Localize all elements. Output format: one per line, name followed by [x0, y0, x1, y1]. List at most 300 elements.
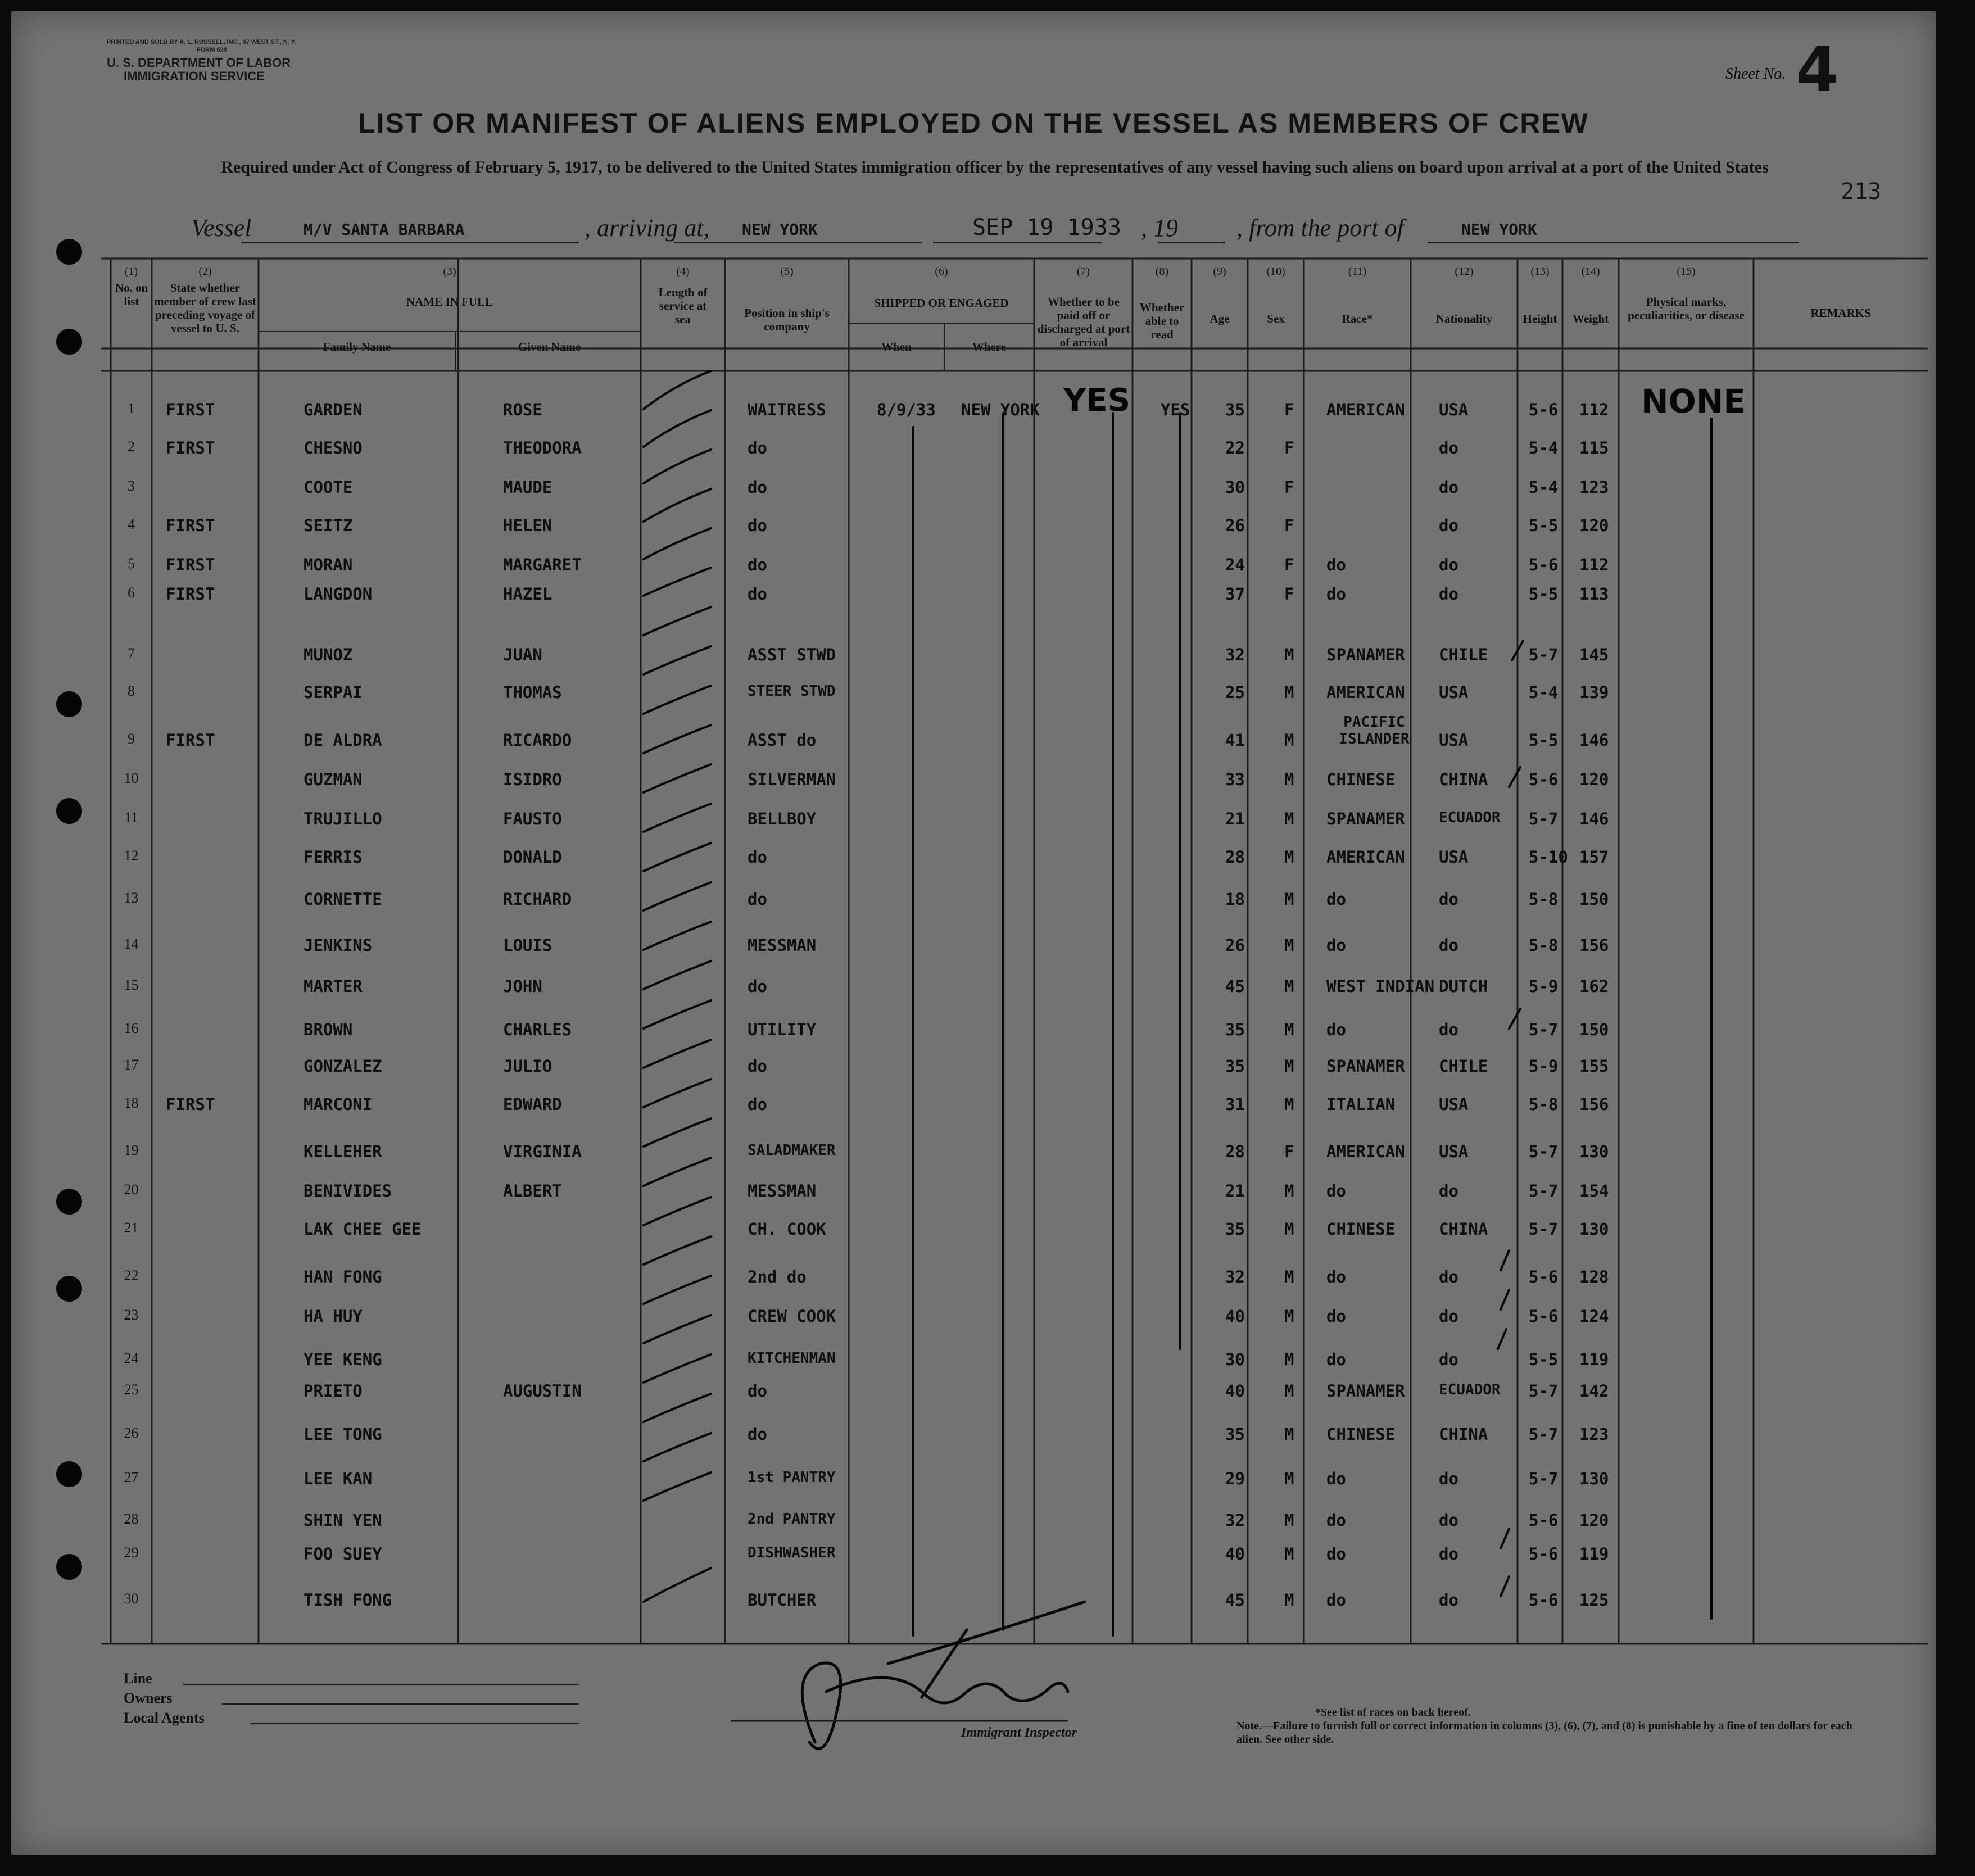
height-cell: 5-7	[1529, 1142, 1559, 1161]
family-name-cell: JENKINS	[304, 936, 373, 955]
row-number: 9	[128, 731, 135, 747]
col-6-header: SHIPPED OR ENGAGED	[874, 296, 1009, 310]
nationality-cell: do	[1439, 1307, 1458, 1326]
nationality-cell: DUTCH	[1439, 977, 1488, 996]
family-name-cell: SERPAI	[304, 683, 363, 702]
race-cell: do	[1326, 1181, 1346, 1200]
row-number: 25	[124, 1381, 139, 1398]
race-cell: do	[1326, 1511, 1346, 1530]
col-12-header: Nationality	[1435, 312, 1493, 325]
weight-cell: 155	[1579, 1057, 1609, 1076]
binder-hole	[56, 1554, 82, 1580]
race-cell: do	[1326, 936, 1346, 955]
position-cell: do	[748, 1381, 767, 1401]
sex-cell: M	[1284, 1307, 1294, 1326]
sex-cell: M	[1284, 731, 1294, 750]
nationality-cell: do	[1439, 1469, 1458, 1488]
sex-cell: M	[1284, 890, 1294, 909]
nationality-cell: do	[1439, 936, 1458, 955]
col-4-number: (4)	[676, 265, 690, 278]
given-name-cell: FAUSTO	[503, 809, 562, 828]
height-cell: 5-7	[1529, 1020, 1559, 1039]
age-cell: 30	[1225, 478, 1245, 497]
col-10-number: (10)	[1266, 265, 1285, 278]
weight-cell: 154	[1579, 1181, 1609, 1200]
sex-cell: M	[1284, 1181, 1294, 1200]
sex-cell: M	[1284, 1511, 1294, 1530]
nationality-cell: ECUADOR	[1439, 809, 1501, 826]
owners-label: Owners	[124, 1690, 173, 1706]
weight-cell: 130	[1579, 1142, 1609, 1161]
sex-cell: F	[1284, 1142, 1294, 1161]
height-cell: 5-5	[1529, 731, 1559, 750]
prev-voyage-cell: FIRST	[166, 400, 215, 419]
nationality-cell: do	[1439, 1181, 1458, 1200]
height-cell: 5-8	[1529, 936, 1559, 955]
printer-line: PRINTED AND SOLD BY A. L. RUSSELL, INC., 47 WEST ST., N. Y.	[107, 39, 296, 46]
race-cell: do	[1326, 1590, 1346, 1610]
weight-cell: 150	[1579, 1020, 1609, 1039]
weight-cell: 156	[1579, 1095, 1609, 1114]
height-cell: 5-6	[1529, 1307, 1559, 1326]
sex-cell: M	[1284, 683, 1294, 702]
weight-cell: 139	[1579, 683, 1609, 702]
nationality-cell: do	[1439, 1590, 1458, 1610]
position-cell: BUTCHER	[748, 1590, 817, 1610]
age-cell: 35	[1225, 1020, 1245, 1039]
row-number: 8	[128, 683, 135, 699]
weight-cell: 128	[1579, 1267, 1609, 1286]
position-cell: do	[748, 1425, 767, 1444]
height-cell: 5-9	[1529, 1057, 1559, 1076]
prev-voyage-cell: FIRST	[166, 555, 215, 574]
nationality-cell: USA	[1439, 848, 1469, 867]
height-cell: 5-7	[1529, 809, 1559, 828]
age-cell: 40	[1225, 1381, 1245, 1401]
nationality-cell: do	[1439, 478, 1458, 497]
position-cell: do	[748, 1057, 767, 1076]
row-number: 3	[128, 478, 135, 494]
department-name: U. S. DEPARTMENT OF LABOR	[107, 56, 291, 70]
col-3-header: NAME IN FULL	[406, 295, 493, 309]
age-cell: 32	[1225, 1267, 1245, 1286]
service-name: IMMIGRATION SERVICE	[124, 69, 265, 83]
shipped-where-cell: NEW YORK	[961, 400, 1040, 419]
row-number: 19	[124, 1142, 139, 1158]
col-3-given-header: Given Name	[518, 340, 581, 354]
sex-cell: F	[1284, 555, 1294, 574]
family-name-cell: GONZALEZ	[304, 1057, 382, 1076]
sex-cell: M	[1284, 1381, 1294, 1401]
family-name-cell: LEE TONG	[304, 1425, 382, 1444]
family-name-cell: FERRIS	[304, 848, 363, 867]
position-cell: STEER STWD	[748, 683, 836, 700]
family-name-cell: HA HUY	[304, 1307, 363, 1326]
sheet-number-value: 4	[1796, 34, 1839, 106]
age-cell: 21	[1225, 809, 1245, 828]
height-cell: 5-7	[1529, 1381, 1559, 1401]
prev-voyage-cell: FIRST	[166, 731, 215, 750]
position-cell: ASST do	[748, 731, 817, 750]
race-cell: CHINESE	[1326, 1425, 1396, 1444]
col-3-number: (3)	[443, 265, 456, 278]
nationality-cell: USA	[1439, 1142, 1469, 1161]
col-1-number: (1)	[124, 265, 138, 278]
nationality-cell: do	[1439, 1511, 1458, 1530]
race-cell: AMERICAN	[1326, 683, 1405, 702]
given-name-cell: HAZEL	[503, 584, 552, 604]
age-cell: 26	[1225, 516, 1245, 535]
weight-cell: 156	[1579, 936, 1609, 955]
binder-hole	[56, 1189, 82, 1215]
age-cell: 29	[1225, 1469, 1245, 1488]
from-port-label: , from the port of	[1236, 214, 1404, 242]
printer-imprint	[107, 38, 296, 54]
position-cell: SILVERMAN	[748, 770, 836, 789]
row-number: 14	[124, 936, 139, 952]
age-cell: 35	[1225, 1220, 1245, 1239]
table-grid	[11, 11, 1936, 1855]
weight-cell: 146	[1579, 731, 1609, 750]
row-number: 22	[124, 1267, 139, 1284]
nationality-cell: do	[1439, 438, 1458, 457]
col-11-header: Race*	[1342, 312, 1373, 325]
col-3-family-header: Family Name	[323, 340, 391, 354]
row-number: 26	[124, 1425, 139, 1441]
sex-cell: F	[1284, 478, 1294, 497]
nationality-cell: USA	[1439, 1095, 1469, 1114]
family-name-cell: SEITZ	[304, 516, 353, 535]
race-cell: AMERICAN	[1326, 848, 1405, 867]
nationality-cell: do	[1439, 890, 1458, 909]
race-cell: do	[1326, 584, 1346, 604]
race-cell: do	[1326, 1350, 1346, 1369]
nationality-cell: USA	[1439, 400, 1469, 419]
position-cell: BELLBOY	[748, 809, 817, 828]
height-cell: 5-8	[1529, 890, 1559, 909]
family-name-cell: GUZMAN	[304, 770, 363, 789]
nationality-cell: do	[1439, 1020, 1458, 1039]
weight-cell: 120	[1579, 1511, 1609, 1530]
vessel-underline	[242, 242, 579, 243]
height-cell: 5-4	[1529, 478, 1559, 497]
given-name-cell: RICHARD	[503, 890, 572, 909]
position-cell: MESSMAN	[748, 936, 817, 955]
family-name-cell: BROWN	[304, 1020, 353, 1039]
race-cell: ITALIAN	[1326, 1095, 1396, 1114]
given-name-cell: LOUIS	[503, 936, 552, 955]
line-label: Line	[124, 1670, 152, 1687]
position-cell: WAITRESS	[748, 400, 826, 419]
weight-cell: 123	[1579, 478, 1609, 497]
sex-cell: M	[1284, 1350, 1294, 1369]
binder-hole	[56, 691, 82, 717]
age-cell: 32	[1225, 1511, 1245, 1530]
row-number: 7	[128, 645, 135, 661]
sex-cell: M	[1284, 936, 1294, 955]
vessel-value: M/V SANTA BARBARA	[304, 220, 465, 239]
col-15-header: Physical marks, peculiarities, or disease	[1628, 295, 1745, 322]
position-cell: 1st PANTRY	[748, 1469, 836, 1486]
position-cell: do	[748, 977, 767, 996]
race-cell: WEST INDIAN	[1326, 977, 1435, 996]
row-number: 1	[128, 400, 135, 416]
nationality-cell: ECUADOR	[1439, 1381, 1501, 1398]
family-name-cell: COOTE	[304, 478, 353, 497]
row-number: 12	[124, 848, 139, 864]
height-cell: 5-7	[1529, 1181, 1559, 1200]
col-14-number: (14)	[1581, 265, 1600, 278]
nationality-cell: do	[1439, 516, 1458, 535]
race-cell: AMERICAN	[1326, 400, 1405, 419]
age-cell: 37	[1225, 584, 1245, 604]
family-name-cell: TISH FONG	[304, 1590, 392, 1610]
row-number: 6	[128, 584, 135, 601]
height-cell: 5-6	[1529, 770, 1559, 789]
position-cell: UTILITY	[748, 1020, 817, 1039]
row-number: 4	[128, 516, 135, 532]
prev-voyage-cell: FIRST	[166, 438, 215, 457]
position-cell: do	[748, 584, 767, 604]
row-number: 23	[124, 1307, 139, 1323]
age-cell: 33	[1225, 770, 1245, 789]
age-cell: 41	[1225, 731, 1245, 750]
height-cell: 5-7	[1529, 1220, 1559, 1239]
arriving-underline	[674, 242, 922, 243]
position-cell: do	[748, 555, 767, 574]
col-7-header: Whether to be paid off or discharged at port of arrival	[1037, 295, 1130, 349]
nationality-cell: do	[1439, 1350, 1458, 1369]
col-5-header: Position in ship's company	[744, 306, 830, 333]
weight-cell: 112	[1579, 555, 1609, 574]
age-cell: 32	[1225, 645, 1245, 664]
nationality-cell: do	[1439, 1544, 1458, 1564]
age-cell: 45	[1225, 977, 1245, 996]
age-cell: 35	[1225, 400, 1245, 419]
shipped-when-cell: 8/9/33	[877, 400, 936, 419]
family-name-cell: BENIVIDES	[304, 1181, 392, 1200]
weight-cell: 157	[1579, 848, 1609, 867]
nationality-cell: CHINA	[1439, 1425, 1488, 1444]
race-cell: do	[1326, 1020, 1346, 1039]
col-1-header: No. on list	[115, 281, 148, 308]
weight-cell: 120	[1579, 516, 1609, 535]
nationality-cell: USA	[1439, 731, 1469, 750]
footnote	[1236, 1706, 1855, 1746]
row-number: 16	[124, 1020, 139, 1036]
row-number: 15	[124, 977, 139, 993]
row-number: 2	[128, 438, 135, 455]
binder-hole	[56, 1461, 82, 1487]
age-cell: 22	[1225, 438, 1245, 457]
race-cell: SPANAMER	[1326, 809, 1405, 828]
col-2-header: State whether member of crew last preceding voyage of vessel to U. S.	[154, 281, 256, 335]
document-subtitle: Required under Act of Congress of February 5, 1917, to be delivered to the United States immigration officer by the representatives of any vessel having such aliens on board upon arrival at a port of the United States	[221, 158, 1769, 176]
age-cell: 21	[1225, 1181, 1245, 1200]
col-10-header: Sex	[1267, 312, 1285, 325]
given-name-cell: ROSE	[503, 400, 542, 419]
col-5-number: (5)	[780, 265, 794, 278]
position-cell: SALADMAKER	[748, 1142, 836, 1159]
given-name-cell: AUGUSTIN	[503, 1381, 582, 1401]
local-agents-label: Local Agents	[124, 1710, 205, 1726]
height-cell: 5-6	[1529, 1511, 1559, 1530]
col-14-header: Weight	[1572, 312, 1609, 325]
sex-cell: F	[1284, 516, 1294, 535]
race-cell: do	[1326, 1267, 1346, 1286]
given-name-cell: MAUDE	[503, 478, 552, 497]
height-cell: 5-8	[1529, 1095, 1559, 1114]
position-cell: do	[748, 848, 767, 867]
position-cell: CREW COOK	[748, 1307, 836, 1326]
height-cell: 5-6	[1529, 1544, 1559, 1564]
weight-cell: 162	[1579, 977, 1609, 996]
manifest-sheet	[11, 11, 1936, 1855]
position-cell: 2nd PANTRY	[748, 1511, 836, 1528]
row-number: 13	[124, 890, 139, 906]
prev-voyage-cell: FIRST	[166, 584, 215, 604]
family-name-cell: YEE KENG	[304, 1350, 382, 1369]
date-underline	[933, 242, 1102, 243]
weight-cell: 123	[1579, 1425, 1609, 1444]
weight-cell: 113	[1579, 584, 1609, 604]
row-number: 10	[124, 770, 139, 786]
given-name-cell: DONALD	[503, 848, 562, 867]
form-number: FORM 630	[197, 47, 227, 53]
weight-cell: 146	[1579, 809, 1609, 828]
weight-cell: 124	[1579, 1307, 1609, 1326]
vessel-label: Vessel	[191, 214, 252, 242]
sex-cell: M	[1284, 977, 1294, 996]
age-cell: 45	[1225, 1590, 1245, 1610]
position-cell: do	[748, 516, 767, 535]
col-4-header: Length of service at sea	[658, 286, 708, 326]
handwritten-yes: YES	[1063, 382, 1131, 419]
binder-hole	[56, 239, 82, 265]
height-cell: 5-7	[1529, 1469, 1559, 1488]
year-underline	[1158, 242, 1225, 243]
height-cell: 5-6	[1529, 1590, 1559, 1610]
family-name-cell: MUNOZ	[304, 645, 353, 664]
family-name-cell: KELLEHER	[304, 1142, 382, 1161]
col-8-number: (8)	[1155, 265, 1169, 278]
sex-cell: M	[1284, 645, 1294, 664]
sex-cell: M	[1284, 1469, 1294, 1488]
age-cell: 35	[1225, 1425, 1245, 1444]
position-cell: ASST STWD	[748, 645, 836, 664]
given-name-cell: JULIO	[503, 1057, 552, 1076]
sheet-number-label: Sheet No.	[1725, 65, 1786, 83]
weight-cell: 120	[1579, 770, 1609, 789]
age-cell: 35	[1225, 1057, 1245, 1076]
footnote-penalty: Note.—Failure to furnish full or correct information in columns (3), (6), (7), and (8) is punishable by a fine of ten dollars for each alien. See other side.	[1236, 1720, 1852, 1746]
weight-cell: 145	[1579, 645, 1609, 664]
height-cell: 5-10	[1529, 848, 1568, 867]
race-cell: do	[1326, 1469, 1346, 1488]
nationality-cell: CHINA	[1439, 770, 1488, 789]
weight-cell: 130	[1579, 1220, 1609, 1239]
family-name-cell: PRIETO	[304, 1381, 363, 1401]
age-cell: 28	[1225, 1142, 1245, 1161]
year-label: , 19	[1141, 214, 1178, 242]
height-cell: 5-6	[1529, 400, 1559, 419]
race-cell: SPANAMER	[1326, 645, 1405, 664]
col-6-number: (6)	[935, 265, 948, 278]
position-cell: do	[748, 1095, 767, 1114]
weight-cell: 119	[1579, 1350, 1609, 1369]
family-name-cell: TRUJILLO	[304, 809, 382, 828]
race-cell: SPANAMER	[1326, 1057, 1405, 1076]
footnote-races: *See list of races on back hereof.	[1315, 1706, 1471, 1719]
height-cell: 5-4	[1529, 438, 1559, 457]
col-15-number: (15)	[1677, 265, 1696, 278]
age-cell: 26	[1225, 936, 1245, 955]
weight-cell: 115	[1579, 438, 1609, 457]
weight-cell: 112	[1579, 400, 1609, 419]
document-title: LIST OR MANIFEST OF ALIENS EMPLOYED ON THE VESSEL AS MEMBERS OF CREW	[358, 107, 1589, 139]
height-cell: 5-5	[1529, 584, 1559, 604]
binder-hole	[56, 329, 82, 355]
sex-cell: M	[1284, 1590, 1294, 1610]
binder-hole	[56, 798, 82, 824]
given-name-cell: JOHN	[503, 977, 542, 996]
race-cell: do	[1326, 1544, 1346, 1564]
sex-cell: M	[1284, 1544, 1294, 1564]
family-name-cell: FOO SUEY	[304, 1544, 382, 1564]
nationality-cell: do	[1439, 1267, 1458, 1286]
sex-cell: M	[1284, 809, 1294, 828]
sex-cell: F	[1284, 584, 1294, 604]
col-7-number: (7)	[1076, 265, 1090, 278]
nationality-cell: do	[1439, 555, 1458, 574]
row-number: 30	[124, 1590, 139, 1607]
weight-cell: 130	[1579, 1469, 1609, 1488]
sex-cell: M	[1284, 1057, 1294, 1076]
family-name-cell: LANGDON	[304, 584, 373, 604]
given-name-cell: THOMAS	[503, 683, 562, 702]
position-cell: do	[748, 478, 767, 497]
position-cell: KITCHENMAN	[748, 1350, 836, 1367]
col-13-number: (13)	[1530, 265, 1550, 278]
prev-voyage-cell: FIRST	[166, 516, 215, 535]
binder-hole	[56, 1276, 82, 1302]
row-number: 5	[128, 555, 135, 572]
nationality-cell: do	[1439, 584, 1458, 604]
height-cell: 5-7	[1529, 1425, 1559, 1444]
given-name-cell: ISIDRO	[503, 770, 562, 789]
nationality-cell: CHILE	[1439, 1057, 1488, 1076]
col-8-header: Whether able to read	[1139, 301, 1185, 341]
family-name-cell: CORNETTE	[304, 890, 382, 909]
col-9-number: (9)	[1213, 265, 1226, 278]
height-cell: 5-6	[1529, 1267, 1559, 1286]
race-cell: AMERICAN	[1326, 1142, 1405, 1161]
given-name-cell: MARGARET	[503, 555, 582, 574]
row-number: 27	[124, 1469, 139, 1485]
sex-cell: F	[1284, 438, 1294, 457]
race-cell: do	[1326, 555, 1346, 574]
given-name-cell: CHARLES	[503, 1020, 572, 1039]
row-number: 28	[124, 1511, 139, 1527]
position-cell: CH. COOK	[748, 1220, 826, 1239]
age-cell: 24	[1225, 555, 1245, 574]
sex-cell: M	[1284, 848, 1294, 867]
height-cell: 5-5	[1529, 1350, 1559, 1369]
department-block	[107, 56, 291, 83]
row-number: 11	[124, 809, 139, 826]
age-cell: 18	[1225, 890, 1245, 909]
prev-voyage-cell: FIRST	[166, 1095, 215, 1114]
